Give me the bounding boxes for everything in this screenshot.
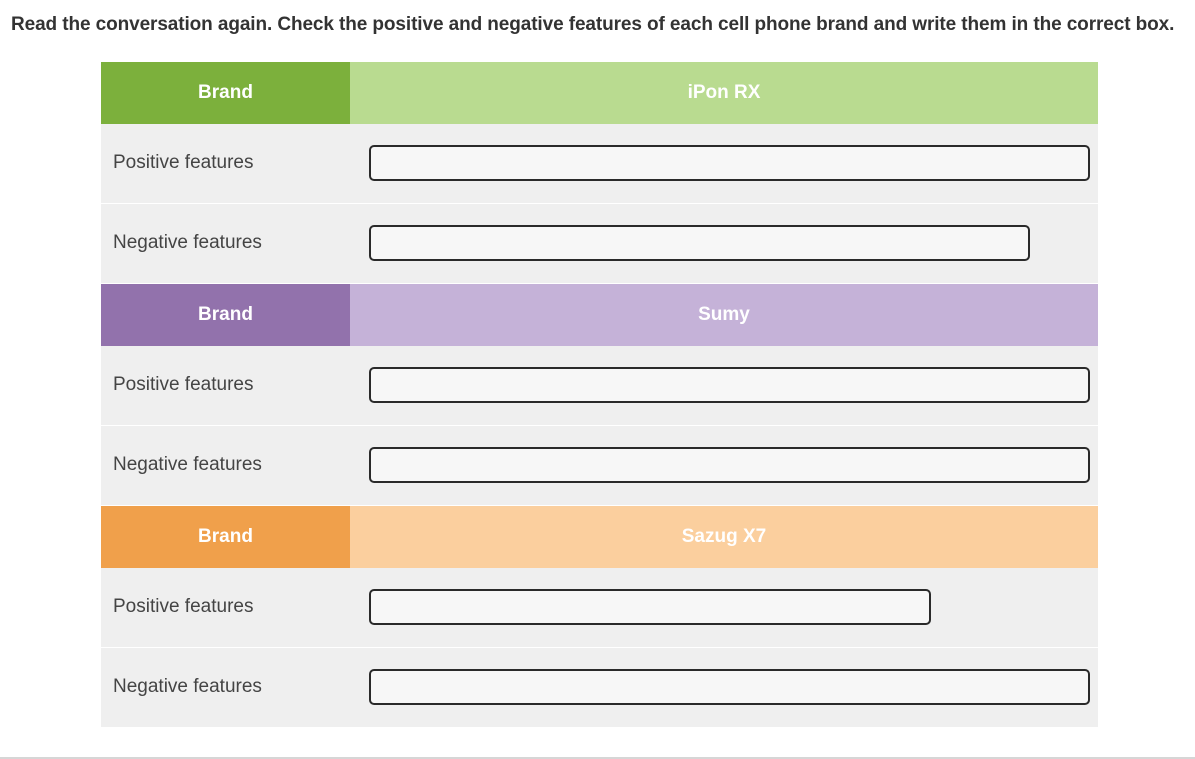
positive-features-input-sumy[interactable] xyxy=(369,367,1090,403)
negative-input-cell-3 xyxy=(350,648,1098,728)
brand-name-3: Sazug X7 xyxy=(350,506,1098,568)
positive-features-input-ipon-rx[interactable] xyxy=(369,145,1090,181)
positive-input-cell-2 xyxy=(350,346,1098,426)
positive-input-cell-1 xyxy=(350,124,1098,204)
negative-label-2: Negative features xyxy=(101,426,350,506)
brand-header-row-2 xyxy=(101,284,1098,346)
positive-label-1: Positive features xyxy=(101,124,350,204)
page-instructions: Read the conversation again. Check the positive and negative features of each cell phone brand and write them in the correct box. xyxy=(11,14,1175,35)
negative-features-input-sazug-x7[interactable] xyxy=(369,669,1090,705)
brand-name-2: Sumy xyxy=(350,284,1098,346)
brand-name-1: iPon RX xyxy=(350,62,1098,124)
positive-features-input-sazug-x7[interactable] xyxy=(369,589,931,625)
negative-label-1: Negative features xyxy=(101,204,350,284)
brand-label-1: Brand xyxy=(101,62,350,124)
negative-input-cell-1 xyxy=(350,204,1098,284)
positive-row-1 xyxy=(101,124,1098,204)
brand-header-row-3 xyxy=(101,506,1098,568)
brand-header-row-1 xyxy=(101,62,1098,124)
negative-row-3 xyxy=(101,648,1098,728)
positive-label-2: Positive features xyxy=(101,346,350,426)
brand-label-3: Brand xyxy=(101,506,350,568)
positive-input-cell-3 xyxy=(350,568,1098,648)
negative-label-3: Negative features xyxy=(101,648,350,728)
positive-label-3: Positive features xyxy=(101,568,350,648)
negative-features-input-ipon-rx[interactable] xyxy=(369,225,1030,261)
brand-label-2: Brand xyxy=(101,284,350,346)
negative-row-1 xyxy=(101,204,1098,284)
negative-row-2 xyxy=(101,426,1098,506)
positive-row-2 xyxy=(101,346,1098,426)
positive-row-3 xyxy=(101,568,1098,648)
negative-input-cell-2 xyxy=(350,426,1098,506)
negative-features-input-sumy[interactable] xyxy=(369,447,1090,483)
features-table xyxy=(101,62,1098,728)
